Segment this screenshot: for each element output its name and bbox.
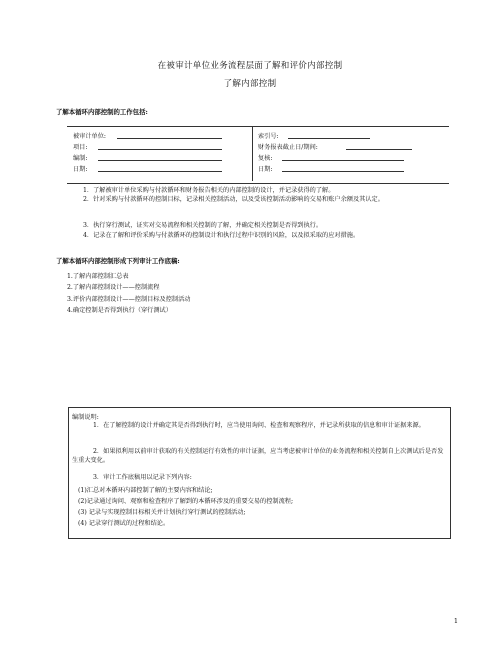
reviewer-label: 复核: xyxy=(258,155,273,162)
table-divider xyxy=(252,126,253,181)
work-item-4: 4．记录在了解和评价采购与付款循环的控制设计和执行过程中识别的风险，以及拟采取的应对措施。 xyxy=(83,232,360,239)
work-item-3: 3．执行穿行测试，证实对交易流程和相关控制的了解，并确定相关控制是否得到执行。 xyxy=(83,222,323,229)
preparer-blank xyxy=(98,160,222,161)
auditee-blank xyxy=(117,138,222,139)
workpaper-item-1: 1.了解内部控制汇总表 xyxy=(67,273,129,280)
document-subtitle: 了解内部控制 xyxy=(223,79,277,89)
period-label: 财务报表截止日/期间: xyxy=(258,144,318,151)
work-item-2: 2．针对采购与付款循环的控制目标，记录相关控制活动，以及受该控制活动影响的交易和账户余额及其认定。 xyxy=(83,196,384,203)
index-label: 索引号: xyxy=(258,133,279,140)
note-subitem-1: (1)汇总对本循环内部控制了解的主要内容和结论; xyxy=(78,487,213,494)
project-label: 项目: xyxy=(73,144,88,151)
workpaper-item-3: 3.评价内部控制设计——控制目标及控制活动 xyxy=(67,296,191,303)
note-subitem-3: (3) 记录与实现控制目标相关并计划执行穿行测试的控制活动; xyxy=(78,509,246,516)
reviewer-blank xyxy=(282,160,404,161)
note-paragraph-3: 3．审计工作底稿用以记录下列内容: xyxy=(93,474,192,481)
document-title: 在被审计单位业务流程层面了解和评价内部控制 xyxy=(157,61,343,71)
note-subitem-4: (4) 记录穿行测试的过程和结论。 xyxy=(78,520,170,527)
workpaper-item-4: 4.确定控制是否得到执行（穿行测试） xyxy=(67,307,172,314)
work-item-1: 1．了解被审计单位采购与付款循环和财务报告相关的内部控制的设计，并记录获得的了解。 xyxy=(83,187,335,194)
table-bottom-rule xyxy=(67,183,449,184)
auditee-label: 被审计单位: xyxy=(73,133,107,140)
section1-heading: 了解本循环内部控制的工作包括: xyxy=(56,108,148,116)
date-right-label: 日期: xyxy=(258,166,273,173)
page-number: 1 xyxy=(453,617,458,625)
date-left-blank xyxy=(98,171,222,172)
project-blank xyxy=(98,149,222,150)
section2-heading: 了解本循环内部控制形成下列审计工作底稿: xyxy=(56,257,180,265)
notes-heading: 编制说明: xyxy=(72,414,99,421)
index-blank xyxy=(288,138,370,139)
date-right-blank xyxy=(282,171,404,172)
preparation-notes-box xyxy=(68,407,451,539)
workpaper-item-2: 2.了解内部控制设计——控制流程 xyxy=(67,284,160,291)
table-top-rule xyxy=(67,126,449,127)
preparer-label: 编制: xyxy=(73,155,88,162)
note-paragraph-2: 2．如果拟利用以前审计获取的有关控制运行有效性的审计证据，应当考虑被审计单位的业务流程和相关控制自上次测试后是否发生重大变化。 xyxy=(72,448,444,464)
period-blank xyxy=(346,149,412,150)
date-left-label: 日期: xyxy=(73,166,88,173)
note-subitem-2: (2)记录通过询问、观察和检查程序了解到的本循环涉及的重要交易的控制流程; xyxy=(78,498,294,505)
note-paragraph-1: 1．在了解控制的设计并确定其是否得到执行时，应当使用询问、检查和观察程序，并记录所获取的信息和审计证据来源。 xyxy=(93,422,425,429)
